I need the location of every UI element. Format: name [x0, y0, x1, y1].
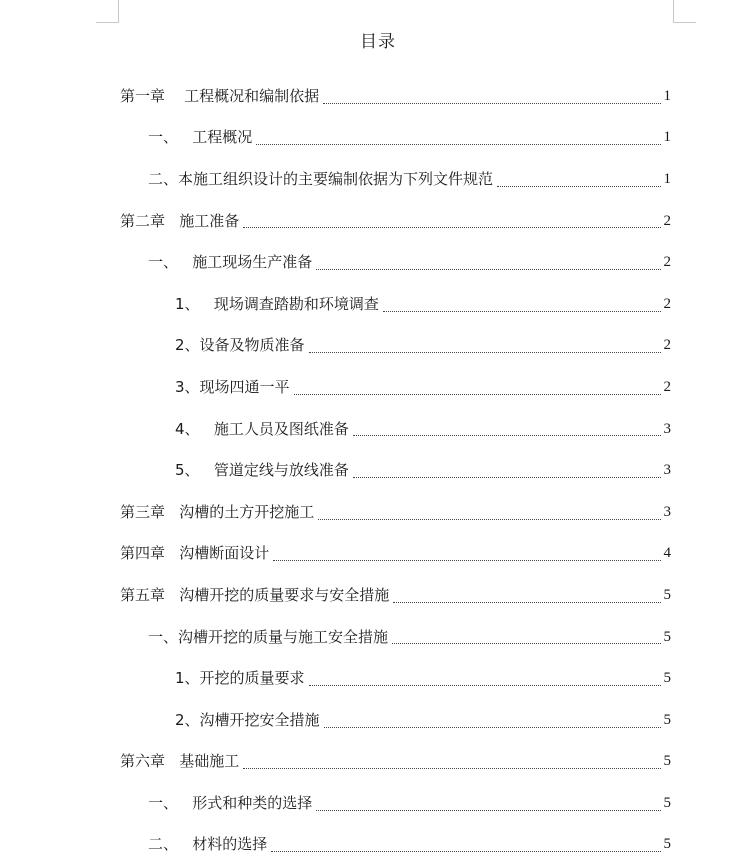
toc-entry-text[interactable]: 5、 管道定线与放线准备 — [175, 461, 349, 480]
toc-entry-text[interactable]: 第二章 施工准备 — [120, 211, 240, 230]
toc-dot-leader — [316, 810, 660, 811]
toc-entry[interactable] — [0, 158, 756, 200]
toc-dot-leader — [243, 227, 660, 228]
toc-page-number[interactable]: 2 — [663, 378, 671, 395]
toc-dot-leader — [353, 435, 661, 436]
toc-entry[interactable] — [0, 574, 756, 616]
toc-page-number[interactable]: 4 — [663, 545, 671, 562]
toc-dot-leader — [383, 311, 661, 312]
margin-corner-mark-right — [673, 0, 696, 23]
toc-entry-text[interactable]: 4、 施工人员及图纸准备 — [175, 419, 349, 438]
toc-page-number[interactable]: 5 — [663, 836, 671, 853]
toc-entry[interactable] — [0, 657, 756, 699]
toc-page-number[interactable]: 2 — [663, 254, 671, 271]
toc-entry-text[interactable]: 第一章 工程概况和编制依据 — [120, 86, 320, 105]
toc-dot-leader — [497, 186, 660, 187]
toc-page-number[interactable]: 5 — [663, 670, 671, 687]
toc-entry-text[interactable]: 3、现场四通一平 — [175, 377, 290, 396]
toc-page-number[interactable]: 5 — [663, 628, 671, 645]
toc-dot-leader — [271, 851, 660, 852]
toc-page-number[interactable]: 1 — [663, 170, 671, 187]
toc-dot-leader — [309, 352, 661, 353]
toc-entry[interactable] — [0, 449, 756, 491]
toc-entry-text[interactable]: 第五章 沟槽开挖的质量要求与安全措施 — [120, 585, 390, 604]
toc-dot-leader — [243, 768, 660, 769]
toc-entry-text[interactable]: 1、开挖的质量要求 — [175, 669, 305, 688]
toc-page-number[interactable]: 2 — [663, 295, 671, 312]
toc-entry[interactable] — [0, 241, 756, 283]
toc-entry-text[interactable]: 第三章 沟槽的土方开挖施工 — [120, 502, 315, 521]
toc-dot-leader — [393, 602, 660, 603]
toc-page-number[interactable]: 3 — [663, 420, 671, 437]
toc-entry[interactable] — [0, 699, 756, 741]
toc-dot-leader — [323, 103, 660, 104]
toc-entry-text[interactable]: 一、 工程概况 — [148, 128, 253, 147]
toc-entry[interactable] — [0, 741, 756, 783]
toc-entry[interactable] — [0, 408, 756, 450]
toc-page-number[interactable]: 5 — [663, 794, 671, 811]
toc-entry[interactable] — [0, 283, 756, 325]
toc-entry[interactable] — [0, 325, 756, 367]
toc-entry-text[interactable]: 第六章 基础施工 — [120, 752, 240, 771]
toc-page-number[interactable]: 1 — [663, 87, 671, 104]
toc-title: 目录 — [360, 32, 396, 52]
toc-entry-text[interactable]: 第四章 沟槽断面设计 — [120, 544, 270, 563]
toc-page-number[interactable]: 2 — [663, 212, 671, 229]
toc-dot-leader — [256, 144, 660, 145]
toc-entry-text[interactable]: 一、沟槽开挖的质量与施工安全措施 — [148, 627, 389, 646]
toc-entry-text[interactable]: 一、 形式和种类的选择 — [148, 793, 313, 812]
toc-entry[interactable] — [0, 491, 756, 533]
toc-page-number[interactable]: 5 — [663, 711, 671, 728]
toc-page-number[interactable]: 3 — [663, 503, 671, 520]
toc-list — [0, 75, 756, 860]
toc-entry-text[interactable]: 二、本施工组织设计的主要编制依据为下列文件规范 — [148, 169, 494, 188]
toc-dot-leader — [318, 519, 660, 520]
toc-entry[interactable] — [0, 824, 756, 860]
toc-dot-leader — [273, 560, 660, 561]
toc-entry-text[interactable]: 一、 施工现场生产准备 — [148, 253, 313, 272]
toc-entry[interactable] — [0, 117, 756, 159]
toc-entry-text[interactable]: 2、沟槽开挖安全措施 — [175, 710, 320, 729]
toc-entry[interactable] — [0, 782, 756, 824]
toc-entry[interactable] — [0, 75, 756, 117]
toc-page-number[interactable]: 5 — [663, 586, 671, 603]
margin-corner-mark-left — [96, 0, 119, 23]
toc-entry[interactable] — [0, 200, 756, 242]
toc-dot-leader — [294, 394, 661, 395]
toc-entry-text[interactable]: 2、设备及物质准备 — [175, 336, 305, 355]
toc-entry-text[interactable]: 二、 材料的选择 — [148, 835, 268, 854]
toc-dot-leader — [309, 685, 661, 686]
toc-dot-leader — [353, 477, 661, 478]
toc-entry[interactable] — [0, 366, 756, 408]
toc-entry[interactable] — [0, 616, 756, 658]
toc-dot-leader — [316, 269, 660, 270]
toc-page-number[interactable]: 1 — [663, 129, 671, 146]
toc-page-number[interactable]: 2 — [663, 337, 671, 354]
toc-page-number[interactable]: 3 — [663, 462, 671, 479]
toc-dot-leader — [324, 727, 661, 728]
toc-page-number[interactable]: 5 — [663, 753, 671, 770]
toc-dot-leader — [392, 643, 660, 644]
toc-entry-text[interactable]: 1、 现场调查踏勘和环境调查 — [175, 294, 379, 313]
toc-entry[interactable] — [0, 533, 756, 575]
